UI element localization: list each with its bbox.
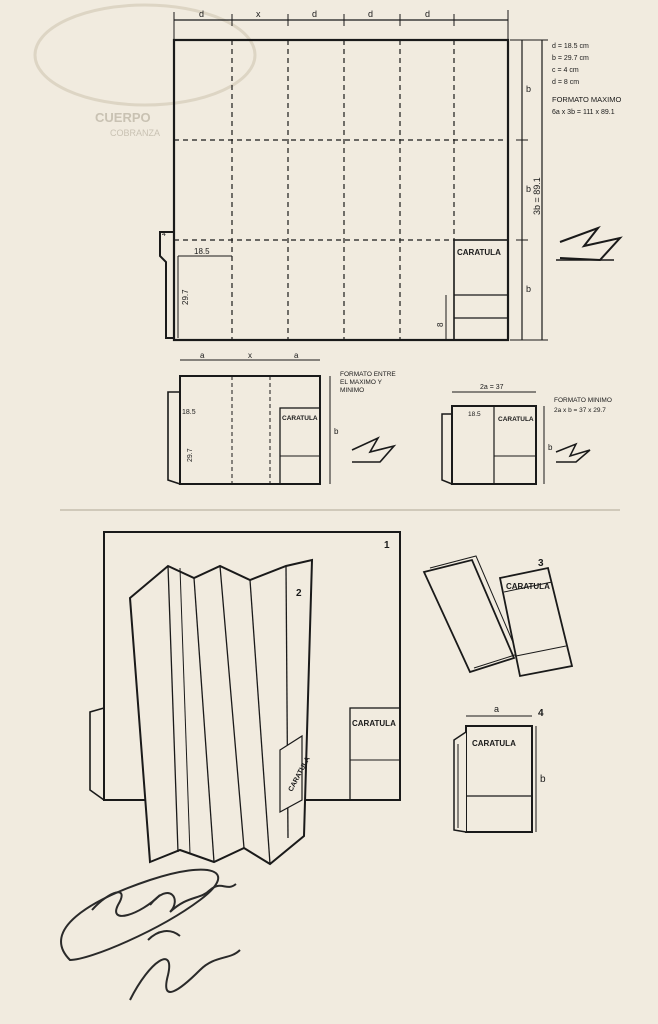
dim-top-2: x: [256, 9, 261, 19]
min-format-title: FORMATO MINIMO: [554, 397, 612, 404]
spec-d: d = 18.5 cm: [552, 43, 589, 50]
measure-8: 8: [436, 322, 445, 327]
mid-dim-b: b: [334, 427, 339, 436]
mid-dim-a: a: [200, 351, 205, 360]
dim-top-3: d: [312, 9, 318, 19]
min-width: 2a = 37: [480, 384, 504, 391]
mid-title-1: FORMATO ENTRE: [340, 371, 396, 378]
min-measure-18-5: 18.5: [468, 411, 481, 418]
caratula-label-fig2: CARATULA: [287, 755, 312, 793]
mid-measure-29-7: 29.7: [187, 448, 194, 462]
height-formula: 3b = 89.1: [532, 177, 542, 215]
measure-4: 4: [162, 231, 166, 238]
measure-18-5: 18.5: [194, 247, 210, 256]
caratula-label-fig3: CARATULA: [506, 582, 550, 591]
min-dim-b: b: [548, 443, 553, 452]
max-format-title: FORMATO MAXIMO: [552, 95, 622, 104]
dim-b-2: b: [526, 184, 532, 194]
dim-b-1: b: [526, 84, 532, 94]
spec-c: c = 4 cm: [552, 67, 579, 74]
max-format-formula: 6a x 3b = 111 x 89.1: [552, 109, 615, 116]
mid-measure-18-5: 18.5: [182, 409, 196, 416]
min-format-formula: 2a x b = 37 x 29.7: [554, 407, 606, 414]
stamp-text-2: COBRANZA: [110, 128, 161, 138]
mid-dim-x: x: [248, 351, 252, 360]
figure-2-fan: [130, 560, 312, 864]
dim-top-5: d: [425, 9, 431, 19]
mid-dim-a2: a: [294, 351, 299, 360]
mid-title-2: EL MAXIMO Y: [340, 379, 382, 386]
dim-b-3: b: [526, 284, 532, 294]
max-format-sheet: [160, 10, 620, 340]
caratula-label-max: CARATULA: [457, 248, 501, 257]
fig4-dim-b: b: [540, 774, 546, 785]
dim-top-4: d: [368, 9, 374, 19]
caratula-label-fig1: CARATULA: [352, 719, 396, 728]
figure-number-2: 2: [296, 588, 302, 599]
fig4-dim-a: a: [494, 704, 500, 714]
handwritten-signature: [61, 870, 240, 1000]
caratula-label-mid: CARATULA: [282, 415, 318, 422]
caratula-label-min: CARATULA: [498, 416, 534, 423]
stamp-text-1: CUERPO: [95, 110, 151, 125]
spec-d2: d = 8 cm: [552, 79, 580, 86]
mid-title-3: MINIMO: [340, 387, 365, 394]
figure-4-closed: [454, 716, 536, 832]
dim-top-1: d: [199, 9, 205, 19]
figure-number-3: 3: [538, 558, 544, 569]
figure-3-folded: [424, 556, 572, 676]
spec-b: b = 29.7 cm: [552, 55, 589, 62]
measure-29-7: 29.7: [181, 289, 190, 305]
figure-number-1: 1: [384, 540, 390, 551]
caratula-label-fig4: CARATULA: [472, 739, 516, 748]
min-format-sheet: [442, 392, 590, 484]
figure-number-4: 4: [538, 708, 544, 719]
